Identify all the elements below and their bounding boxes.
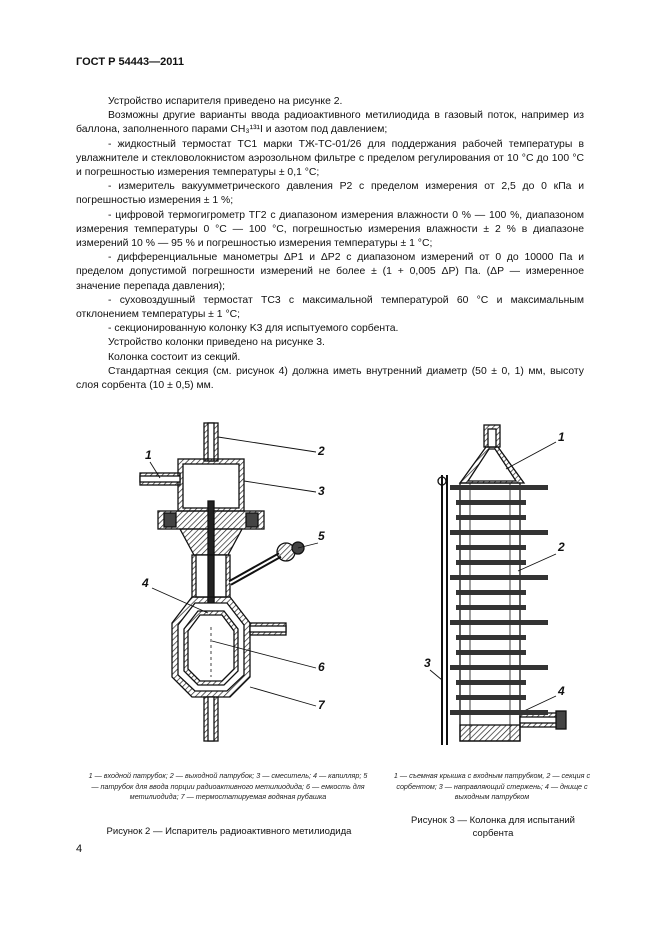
paragraph: - измеритель вакуумметрического давления P2 с пределом измерения от 2,5 до 0 кПа и погрешностью измерения ± 1 %; [76,181,584,207]
fig2-label: 5 [318,529,325,543]
section-flange [450,710,548,715]
section-flange [456,680,526,685]
section-flange [450,575,548,580]
section-flange [456,695,526,700]
fig2-label: 2 [318,444,325,458]
section-flange [450,665,548,670]
paragraph: - цифровой термогигрометр ТГ2 с диапазоном измерения влажности 0 % — 100 %, диапазоном измерения температуры 0 °C — 100 °C, погрешностью измерения влажности ± 2 % в диапазоне измерений 10 % — 95 % и погрешностью измерения температуры ± 1 °C; [76,209,584,250]
section-flange [456,500,526,505]
paragraph: - жидкостный термостат TC1 марки ТЖ-ТС-01/26 для поддержания рабочей температуры в увлажнителе и стекловолокнистом аэрозольном фильтре с пределом регулирования от 10 °C до 100 °C и погрешностью измерения температуры ± 0,1 °C; [76,138,584,179]
paragraph: - дифференциальные манометры ΔP1 и ΔP2 с диапазоном измерений от 0 до 10000 Па и пределом допустимой погрешности измерений не более ± (1 + 0,005 ΔP) Па. (ΔP — измеренное значение перепада давления); [76,252,584,292]
page-number: 4 [76,843,83,855]
fig3-label: 2 [558,540,565,554]
figure3-note: 1 — съемная крышка с входным патрубком, 2 — секция с сорбентом; 3 — направляющий стержень; 4 — днище с выходным патрубком [393,771,591,801]
section-flange [456,635,526,640]
fig2-label: 6 [318,660,325,674]
figure3-title: Рисунок 3 — Колонка для испытаний сорбента [411,815,575,839]
paragraph: Возможны другие варианты ввода радиоактивного метилиодида в газовый поток, например из баллона, заполненного парами CH₃¹³¹I и азотом под давлением; [76,110,584,136]
fig2-label: 3 [318,484,325,498]
fig3-label: 1 [558,430,565,444]
fig3-sections [450,485,548,715]
document-header: ГОСТ Р 54443—2011 [76,56,184,68]
section-flange [450,485,548,490]
paragraph: Стандартная секция (см. рисунок 4) должна иметь внутренний диаметр (50 ± 0, 1) мм, высоту слоя сорбента (10 ± 0,5) мм. [76,365,584,392]
fig2-label: 7 [318,698,325,712]
paragraph: Устройство испарителя приведено на рисунке 2. [108,96,343,107]
paragraph: Устройство колонки приведено на рисунке 3. [108,337,325,349]
figure2-drawing [120,415,350,750]
figure2-title: Рисунок 2 — Испаритель радиоактивного метилиодида [106,826,352,837]
section-flange [456,605,526,610]
fig2-label: 4 [142,576,149,590]
section-flange [456,515,526,520]
paragraph: Колонка состоит из секций. [108,351,241,363]
fig3-label: 4 [558,684,565,698]
paragraph: - суховоздушный термостат TC3 с максимальной температурой 60 °C и максимальным отклонением температуры ± 1 °C; [76,294,584,321]
figure2-note: 1 — входной патрубок; 2 — выходной патрубок; 3 — смеситель; 4 — капилляр; 5 — патрубок для ввода порции радиоактивного метилиодида; 6 — емкость для метилиодида; 7 — термостатируемая водяная рубашка [88,771,368,801]
section-flange [450,620,548,625]
section-flange [456,545,526,550]
section-flange [456,590,526,595]
figure3-drawing [420,415,590,750]
fig3-label: 3 [424,656,431,670]
section-flange [456,650,526,655]
section-flange [450,530,548,535]
body-text [76,95,584,393]
section-flange [456,560,526,565]
paragraph: - секционированную колонку K3 для испытуемого сорбента. [108,323,399,335]
fig2-label: 1 [145,448,152,462]
